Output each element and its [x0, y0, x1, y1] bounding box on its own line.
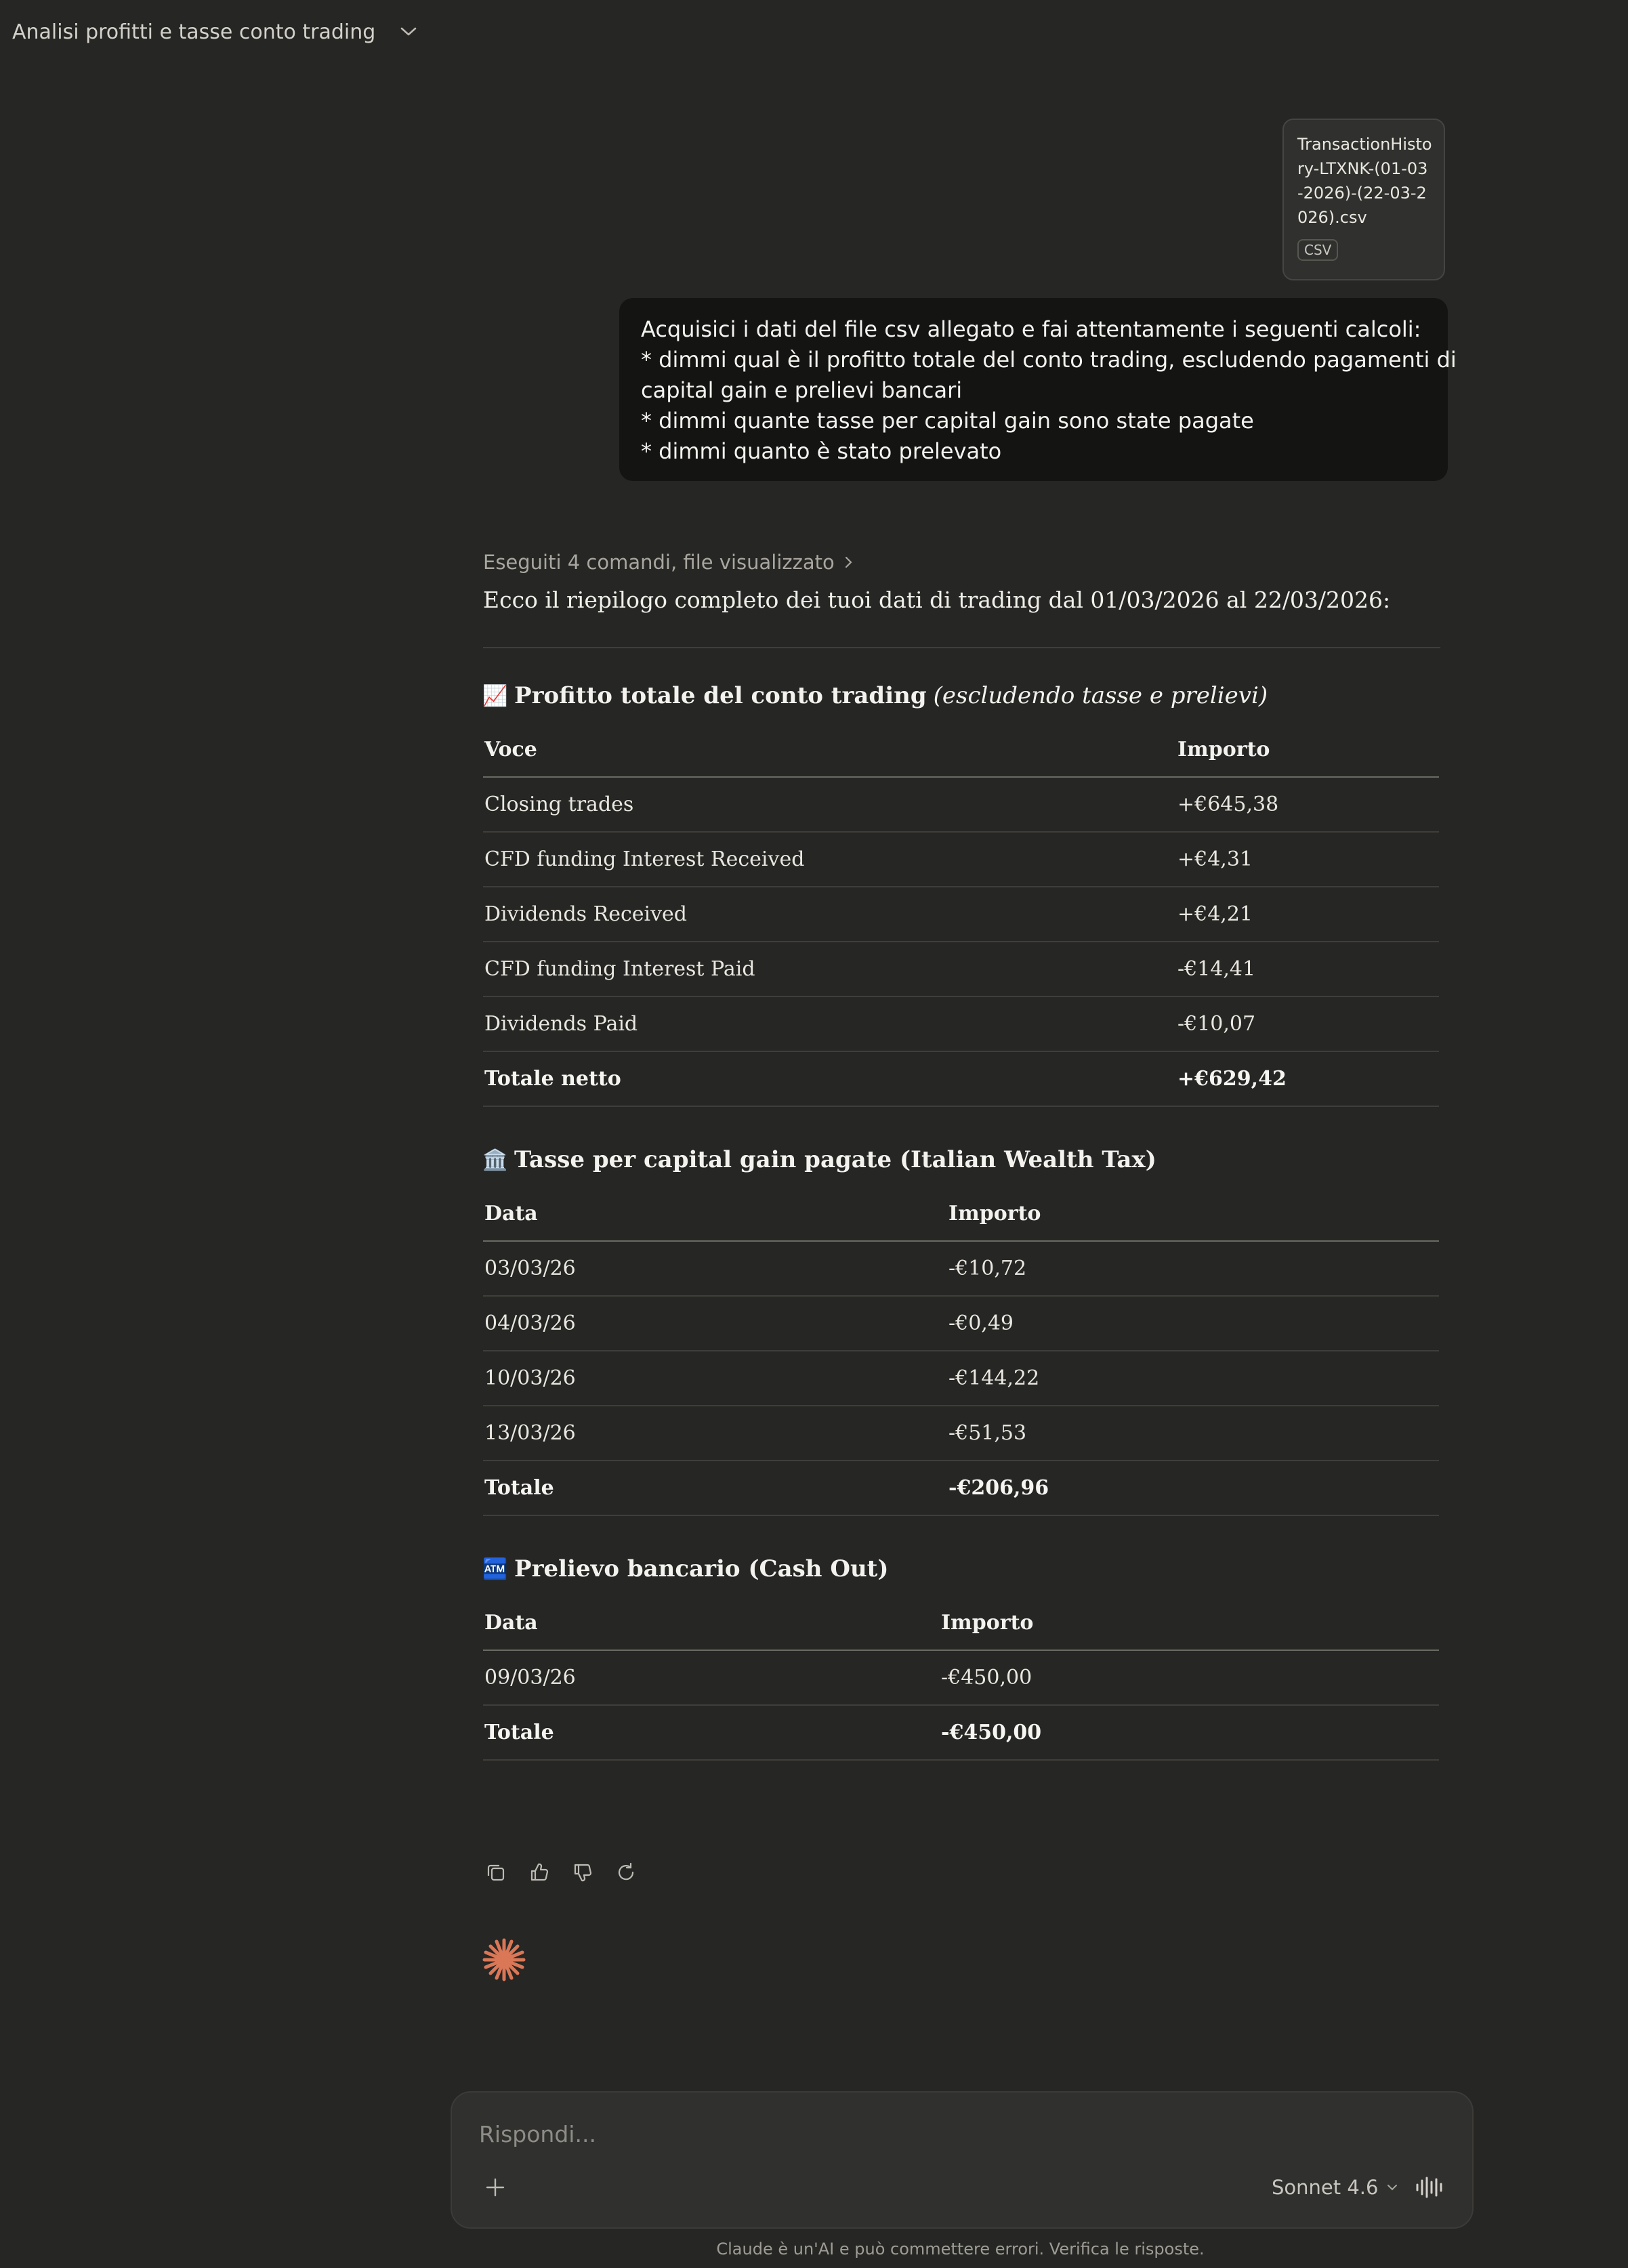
conversation-title[interactable]: Analisi profitti e tasse conto trading [12, 20, 376, 44]
ai-disclaimer: Claude è un'AI e può commettere errori. Verifica le risposte. [716, 2240, 1205, 2259]
commands-summary[interactable] [483, 542, 1438, 583]
attachment-filename: TransactionHistory-LTXNK-(01-03-2026)-(22-03-2026).csv [1297, 135, 1432, 227]
row-date: 13/03/26 [483, 1406, 947, 1461]
table-row [483, 832, 1439, 887]
classical-building-icon: 🏛️ [482, 1148, 508, 1172]
row-label: Closing trades [483, 777, 1176, 832]
table-row [483, 887, 1439, 942]
row-amount: -€14,41 [1176, 942, 1439, 996]
row-label: Dividends Paid [483, 996, 1176, 1051]
column-header: Data [483, 1187, 947, 1241]
section-title-profit [483, 675, 1438, 716]
retry-icon[interactable] [613, 1860, 639, 1885]
column-header: Importo [947, 1187, 1439, 1241]
row-amount: -€51,53 [947, 1406, 1439, 1461]
table-header-row [483, 1596, 1439, 1650]
copy-icon[interactable] [483, 1860, 509, 1885]
table-header-row [483, 1187, 1439, 1241]
row-label: Dividends Received [483, 887, 1176, 942]
table-row [483, 996, 1439, 1051]
column-header: Importo [940, 1596, 1439, 1650]
user-message-line: * dimmi qual è il profitto totale del conto trading, escludendo pagamenti di [641, 347, 1457, 373]
total-amount: -€450,00 [940, 1705, 1439, 1760]
attachment-type-badge: CSV [1297, 239, 1338, 261]
total-amount: -€206,96 [947, 1461, 1439, 1515]
chart-increasing-icon: 📈 [482, 684, 508, 708]
atm-icon: 🏧 [482, 1557, 508, 1581]
divider [483, 647, 1440, 648]
row-date: 04/03/26 [483, 1296, 947, 1351]
assistant-message [483, 542, 1438, 1761]
row-amount: +€4,21 [1176, 887, 1439, 942]
row-date: 09/03/26 [483, 1650, 940, 1705]
user-message-line: capital gain e prelievi bancari [641, 377, 963, 403]
table-row [483, 1650, 1439, 1705]
section-title-text: Tasse per capital gain pagate (Italian Wealth Tax) [514, 1146, 1156, 1173]
user-message-line: * dimmi quanto è stato prelevato [641, 438, 1002, 464]
section-title-note: (escludendo tasse e prelievi) [933, 682, 1268, 709]
thumbs-down-icon[interactable] [570, 1860, 596, 1885]
total-label: Totale [483, 1461, 947, 1515]
withdrawal-table [483, 1596, 1439, 1761]
table-row [483, 1406, 1439, 1461]
profit-table [483, 723, 1439, 1107]
model-selector[interactable] [1272, 2172, 1398, 2202]
table-row [483, 1296, 1439, 1351]
table-total-row [483, 1051, 1439, 1106]
response-intro: Ecco il riepilogo completo dei tuoi dati di trading dal 01/03/2026 al 22/03/2026: [483, 587, 1391, 613]
row-amount: +€645,38 [1176, 777, 1439, 832]
total-label: Totale netto [483, 1051, 1176, 1106]
row-amount: +€4,31 [1176, 832, 1439, 887]
row-label: CFD funding Interest Paid [483, 942, 1176, 996]
chevron-down-icon[interactable] [396, 19, 421, 45]
table-row [483, 942, 1439, 996]
reply-composer [451, 2091, 1474, 2229]
section-title-withdrawal [483, 1549, 1438, 1589]
table-total-row [483, 1461, 1439, 1515]
table-row [483, 777, 1439, 832]
message-actions [483, 1860, 639, 1885]
user-message-line: * dimmi quante tasse per capital gain sono state pagate [641, 408, 1254, 434]
thumbs-up-icon[interactable] [526, 1860, 552, 1885]
column-header: Data [483, 1596, 940, 1650]
row-date: 03/03/26 [483, 1241, 947, 1296]
model-name[interactable]: Sonnet 4.6 [1272, 2176, 1379, 2199]
section-title-text: Profitto totale del conto trading [514, 682, 927, 709]
voice-mode-icon[interactable] [1414, 2172, 1445, 2202]
table-row [483, 1241, 1439, 1296]
table-total-row [483, 1705, 1439, 1760]
row-amount: -€10,72 [947, 1241, 1439, 1296]
table-header-row [483, 723, 1439, 777]
section-title-text: Prelievo bancario (Cash Out) [514, 1555, 889, 1582]
section-title-taxes [483, 1139, 1438, 1180]
user-message-bubble [619, 298, 1457, 481]
column-header: Importo [1176, 723, 1439, 777]
conversation-header[interactable] [12, 15, 421, 49]
column-header: Voce [483, 723, 1176, 777]
reply-input[interactable] [479, 2117, 1360, 2151]
total-amount: +€629,42 [1176, 1051, 1439, 1106]
taxes-table [483, 1187, 1439, 1516]
user-message-line: Acquisici i dati del file csv allegato e fai attentamente i seguenti calcoli: [641, 316, 1421, 342]
claude-spark-icon [482, 1937, 526, 1982]
total-label: Totale [483, 1705, 940, 1760]
row-label: CFD funding Interest Received [483, 832, 1176, 887]
attachment-card[interactable] [1282, 119, 1445, 280]
row-amount: -€450,00 [940, 1650, 1439, 1705]
commands-summary-label[interactable]: Eseguiti 4 comandi, file visualizzato [483, 551, 835, 574]
chevron-right-icon [844, 555, 854, 569]
row-amount: -€0,49 [947, 1296, 1439, 1351]
plus-icon[interactable] [482, 2174, 509, 2201]
row-amount: -€10,07 [1176, 996, 1439, 1051]
row-amount: -€144,22 [947, 1351, 1439, 1406]
chevron-down-icon [1386, 2183, 1398, 2191]
table-row [483, 1351, 1439, 1406]
row-date: 10/03/26 [483, 1351, 947, 1406]
